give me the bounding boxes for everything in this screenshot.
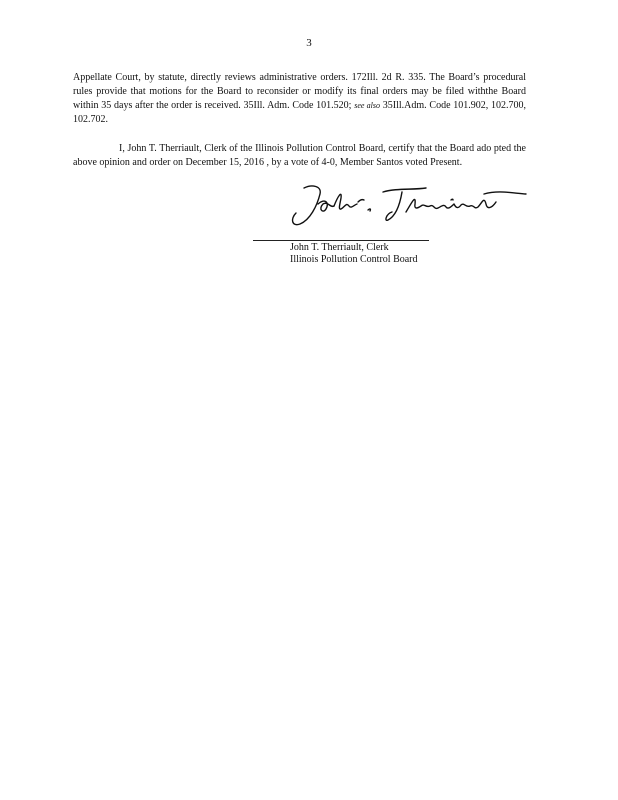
signer-organization: Illinois Pollution Control Board (290, 254, 418, 265)
appeal-text: Appellate Court, by statute, directly reviews administrative orders. 172Ill. 2d R. 335. The Board’s procedural rules provide that motions for the Board to reconsider or modify its final orders may be filed withthe Board within 35 days after the order is received. 35Ill. Adm. Code 101.520; (73, 72, 526, 111)
appeal-citation-text: 35Ill.Adm. Code 101.902, 102.700, 102.702. (73, 100, 526, 125)
handwritten-signature (288, 182, 528, 230)
clerk-certification-paragraph (73, 142, 526, 170)
appeal-paragraph (73, 71, 526, 127)
page-number: 3 (306, 37, 312, 49)
signer-block (290, 242, 418, 266)
signature-line (253, 240, 429, 241)
see-also-citation-signal: see also (354, 101, 381, 110)
certification-text: I, John T. Therriault, Clerk of the Illinois Pollution Control Board, certify that the Board ado pted the above opinion and order on December 15, 2016 , by a vote of 4-0, Member Santos voted Present. (73, 143, 526, 168)
signer-name: John T. Therriault, Clerk (290, 242, 389, 253)
